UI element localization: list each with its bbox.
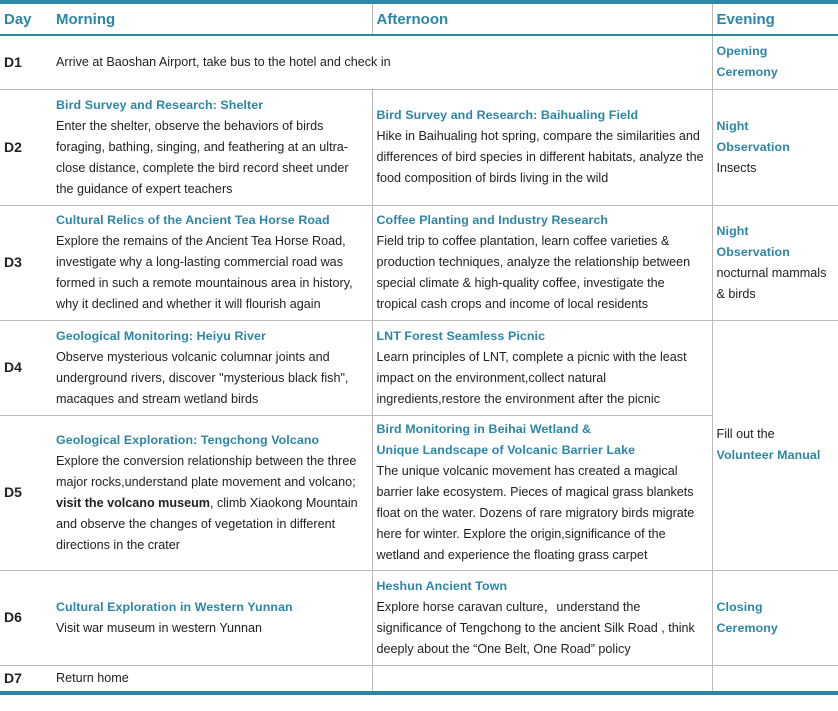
header-morning: Morning (52, 2, 372, 35)
d3-evening-line1: Night (716, 223, 749, 238)
d2-afternoon (372, 89, 712, 205)
d4-morning-text: Observe mysterious volcanic columnar joints and underground rivers, discover "mysterious black fish", macaques and stream wetland birds (56, 349, 349, 406)
d5-morning-text (56, 451, 367, 556)
d3-afternoon-text: Field trip to coffee plantation, learn coffee varieties & production techniques, analyze the relationship between special climate & high-quality coffee, investigate the tropical cash crops and income of local residents (376, 234, 691, 311)
d3-afternoon-title: Coffee Planting and Industry Research (376, 213, 609, 227)
day-label-d4: D4 (0, 320, 52, 415)
d3-morning-title: Cultural Relics of the Ancient Tea Horse Road (56, 213, 330, 227)
d2-afternoon-text: Hike in Baihualing hot spring, compare the similarities and differences of bird species in different habitats, analyze the food composition of birds living in the wild (376, 129, 704, 185)
d3-afternoon (372, 205, 712, 320)
d2-evening-line2: Observation (716, 139, 790, 154)
d6-evening (712, 570, 838, 665)
d7-morning: Return home (52, 665, 372, 693)
d2-afternoon-title: Bird Survey and Research: Baihualing Field (376, 108, 639, 122)
d6-evening-line2: Ceremony (716, 620, 778, 635)
d1-evening-line2: Ceremony (716, 65, 778, 80)
d2-morning-title: Bird Survey and Research: Shelter (56, 97, 264, 112)
header-row (0, 2, 838, 35)
day-label-d7: D7 (0, 665, 52, 693)
row-d6 (0, 570, 838, 665)
row-d2 (0, 89, 838, 205)
d5-morning (52, 415, 372, 570)
day-label-d6: D6 (0, 570, 52, 665)
d6-morning-title: Cultural Exploration in Western Yunnan (56, 599, 293, 614)
header-day: Day (0, 2, 52, 35)
d5-morning-title: Geological Exploration: Tengchong Volcano (56, 432, 320, 447)
d4-morning (52, 320, 372, 415)
day-label-d1: D1 (0, 35, 52, 89)
d6-morning-text: Visit war museum in western Yunnan (56, 620, 263, 635)
d2-morning (52, 89, 372, 205)
d6-afternoon-title: Heshun Ancient Town (376, 578, 508, 593)
d45-evening (712, 320, 838, 570)
d7-afternoon (372, 665, 712, 693)
d3-evening-line2: Observation (716, 244, 790, 259)
d45-evening-line1: Fill out the (716, 427, 775, 441)
d1-morning: Arrive at Baoshan Airport, take bus to the hotel and check in (52, 35, 712, 89)
d4-afternoon-text: Learn principles of LNT, complete a picnic with the least impact on the environment,collect natural ingredients,restore the environment after the picnic (376, 349, 687, 406)
header-afternoon: Afternoon (372, 2, 712, 35)
d4-afternoon-title: LNT Forest Seamless Picnic (376, 328, 546, 343)
d1-evening (712, 35, 838, 89)
d5-afternoon-title-2: Unique Landscape of Volcanic Barrier Lake (376, 443, 636, 457)
d1-evening-line1: Opening (716, 44, 768, 59)
d3-evening-text: nocturnal mammals & birds (716, 265, 827, 301)
d3-morning (52, 205, 372, 320)
d6-evening-line1: Closing (716, 599, 763, 614)
d4-afternoon (372, 320, 712, 415)
d2-evening-text: Insects (716, 160, 757, 175)
d4-morning-title: Geological Monitoring: Heiyu River (56, 328, 266, 343)
d6-afternoon-text: Explore horse caravan culture，understand the significance of Tengchong to the ancient Silk Road , think deeply about the “One Belt, One Road” policy (376, 599, 695, 656)
day-label-d2: D2 (0, 89, 52, 205)
d5-afternoon-title-1: Bird Monitoring in Beihai Wetland & (376, 422, 592, 436)
d2-evening (712, 89, 838, 205)
row-d3 (0, 205, 838, 320)
day-label-d5: D5 (0, 415, 52, 570)
d5-morning-text-b: , climb Xiaokong Mountain and observe the changes of vegetation in different directions in the crater (56, 495, 358, 552)
d6-afternoon (372, 570, 712, 665)
d5-morning-text-a: Explore the conversion relationship between the three major rocks,understand plate movement and volcano; (56, 453, 357, 489)
d5-afternoon (372, 415, 712, 570)
row-d7 (0, 665, 838, 693)
d6-morning (52, 570, 372, 665)
d3-morning-text: Explore the remains of the Ancient Tea Horse Road, investigate why a long-lasting commercial road was formed in such a remote mountainous area in history, why it declined and whether it will flourish again (56, 234, 353, 311)
d7-evening (712, 665, 838, 693)
d5-morning-text-bold: visit the volcano museum (56, 495, 210, 510)
d2-evening-line1: Night (716, 118, 749, 133)
day-label-d3: D3 (0, 205, 52, 320)
d5-afternoon-text: The unique volcanic movement has created a magical barrier lake ecosystem. Pieces of magical grass blankets float on the water. Dozens of rare migratory birds migrate here for winter. Explore the origin,significance of the wetland and experience the floating grass carpet (376, 464, 695, 562)
d3-evening (712, 205, 838, 320)
row-d4 (0, 320, 838, 415)
d45-evening-line2: Volunteer Manual (716, 448, 821, 462)
header-evening: Evening (712, 2, 838, 35)
d2-morning-text: Enter the shelter, observe the behaviors of birds foraging, bathing, singing, and feathering at an ultra-close distance, complete the bird record sheet under the guidance of expert teachers (56, 118, 349, 196)
row-d1 (0, 35, 838, 89)
